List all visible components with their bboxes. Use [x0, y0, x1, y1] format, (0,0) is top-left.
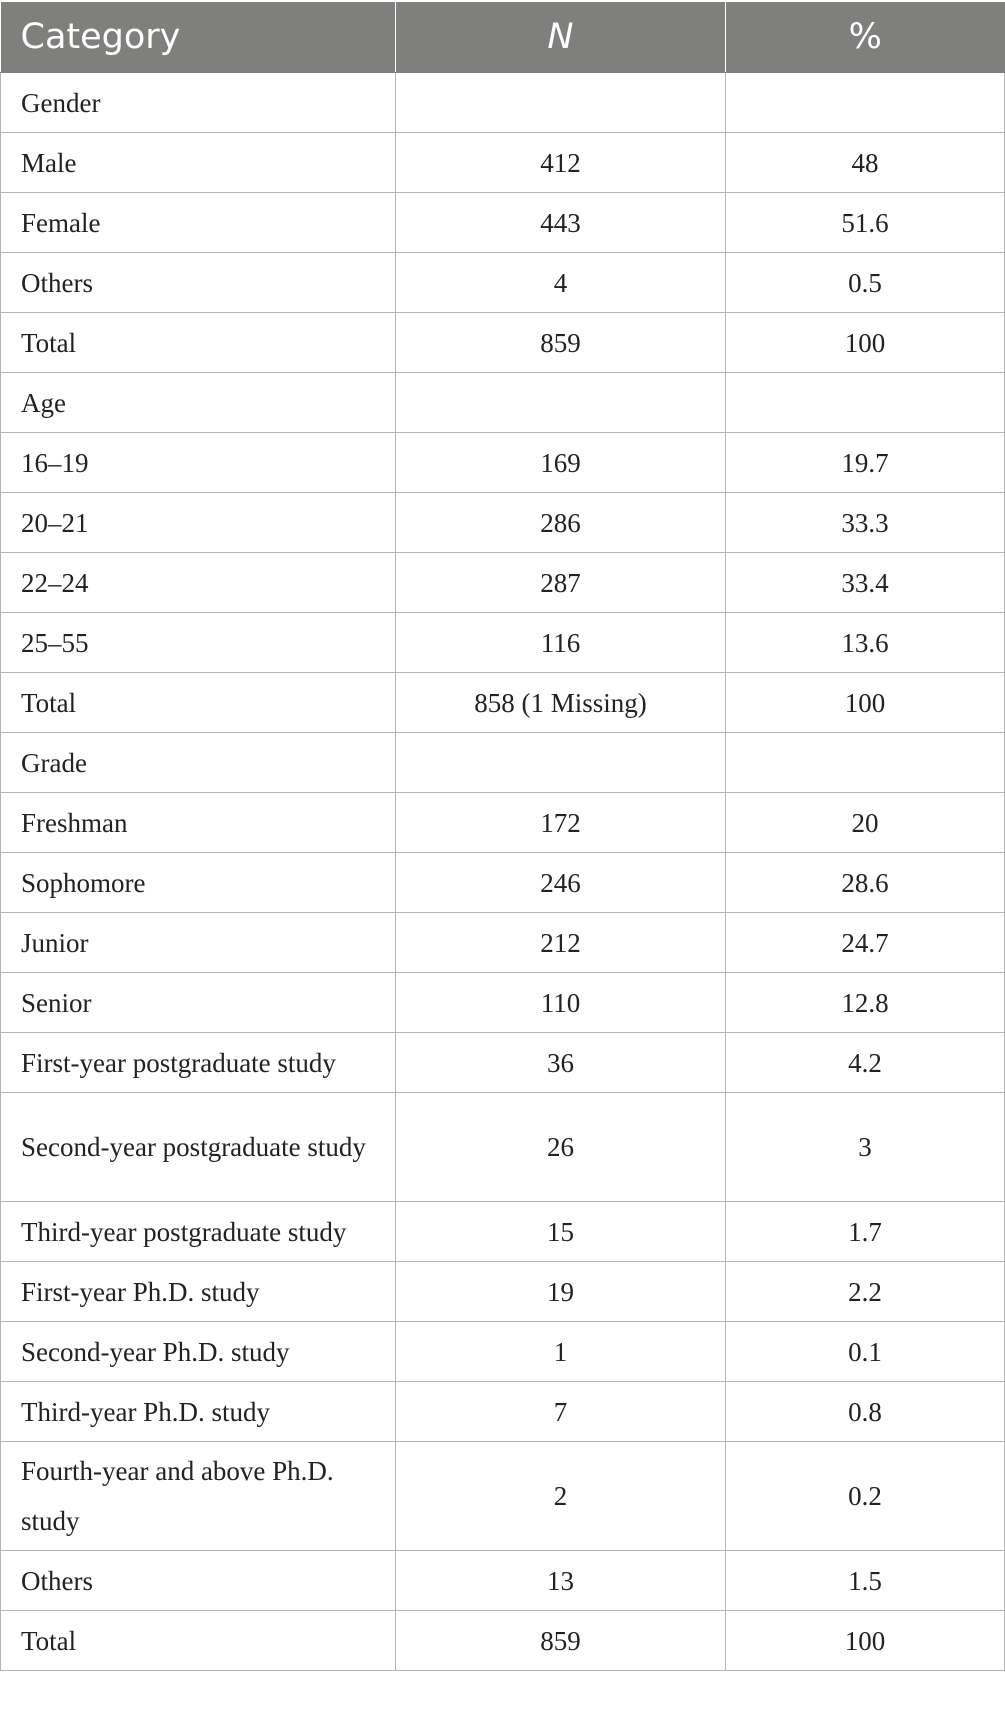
row-percent-cell: 0.2: [726, 1442, 1005, 1551]
table-row: [1, 1551, 1005, 1611]
row-percent-cell: 20: [726, 793, 1005, 853]
row-category-cell: Total: [1, 313, 396, 373]
table-row: [1, 1382, 1005, 1442]
row-percent-cell: 1.5: [726, 1551, 1005, 1611]
row-category-cell: Others: [1, 253, 396, 313]
row-category-cell: First-year Ph.D. study: [1, 1262, 396, 1322]
row-category-cell: Sophomore: [1, 853, 396, 913]
table-row: [1, 1442, 1005, 1551]
table-row: [1, 973, 1005, 1033]
row-n-cell: 859: [396, 313, 726, 373]
table-body: [1, 73, 1005, 1671]
row-category-cell: First-year postgraduate study: [1, 1033, 396, 1093]
table-row: [1, 1093, 1005, 1202]
row-category-cell: Freshman: [1, 793, 396, 853]
table-row: [1, 613, 1005, 673]
row-percent-cell: 48: [726, 133, 1005, 193]
table-row: [1, 793, 1005, 853]
row-n-cell: 858 (1 Missing): [396, 673, 726, 733]
row-n-cell: 1: [396, 1322, 726, 1382]
row-percent-cell: [726, 73, 1005, 133]
table-row: [1, 73, 1005, 133]
row-percent-cell: 100: [726, 313, 1005, 373]
row-percent-cell: 19.7: [726, 433, 1005, 493]
row-n-cell: 212: [396, 913, 726, 973]
row-percent-cell: 2.2: [726, 1262, 1005, 1322]
row-n-cell: 110: [396, 973, 726, 1033]
header-category: Category: [1, 2, 396, 73]
table-row: [1, 673, 1005, 733]
table-row: [1, 373, 1005, 433]
row-category-cell: Others: [1, 1551, 396, 1611]
row-percent-cell: 0.8: [726, 1382, 1005, 1442]
row-category-cell: Junior: [1, 913, 396, 973]
table-row: [1, 133, 1005, 193]
table-header: [1, 2, 1005, 73]
row-n-cell: 26: [396, 1093, 726, 1202]
row-percent-cell: 100: [726, 673, 1005, 733]
row-percent-cell: 0.5: [726, 253, 1005, 313]
row-percent-cell: 12.8: [726, 973, 1005, 1033]
row-category-cell: Total: [1, 1611, 396, 1671]
row-n-cell: 172: [396, 793, 726, 853]
row-percent-cell: [726, 733, 1005, 793]
row-n-cell: 169: [396, 433, 726, 493]
row-percent-cell: 33.4: [726, 553, 1005, 613]
row-category-cell: 22–24: [1, 553, 396, 613]
row-n-cell: 287: [396, 553, 726, 613]
row-category-cell: Male: [1, 133, 396, 193]
row-category-cell: Female: [1, 193, 396, 253]
table-row: [1, 493, 1005, 553]
row-category-cell: 16–19: [1, 433, 396, 493]
table-row: [1, 1202, 1005, 1262]
header-n: N: [396, 2, 726, 73]
row-percent-cell: 28.6: [726, 853, 1005, 913]
row-n-cell: 859: [396, 1611, 726, 1671]
header-row: [1, 2, 1005, 73]
row-n-cell: 286: [396, 493, 726, 553]
header-percent: %: [726, 2, 1005, 73]
row-n-cell: 246: [396, 853, 726, 913]
row-category-cell: Grade: [1, 733, 396, 793]
row-n-cell: 412: [396, 133, 726, 193]
data-table-container: [0, 2, 1004, 1671]
row-percent-cell: 51.6: [726, 193, 1005, 253]
table-row: [1, 193, 1005, 253]
row-n-cell: 7: [396, 1382, 726, 1442]
row-category-cell: 20–21: [1, 493, 396, 553]
row-n-cell: 19: [396, 1262, 726, 1322]
row-n-cell: 2: [396, 1442, 726, 1551]
row-percent-cell: 1.7: [726, 1202, 1005, 1262]
table-row: [1, 1611, 1005, 1671]
row-category-cell: Gender: [1, 73, 396, 133]
row-n-cell: 116: [396, 613, 726, 673]
row-n-cell: 443: [396, 193, 726, 253]
table-row: [1, 1262, 1005, 1322]
row-category-cell: Third-year postgraduate study: [1, 1202, 396, 1262]
row-percent-cell: 13.6: [726, 613, 1005, 673]
row-percent-cell: 100: [726, 1611, 1005, 1671]
row-category-cell: Second-year Ph.D. study: [1, 1322, 396, 1382]
row-category-cell: Second-year postgraduate study: [1, 1093, 396, 1202]
row-category-cell: Fourth-year and above Ph.D. study: [1, 1442, 396, 1551]
table-row: [1, 553, 1005, 613]
table-row: [1, 1033, 1005, 1093]
table-row: [1, 253, 1005, 313]
demographics-table: [0, 2, 1005, 1671]
row-percent-cell: 24.7: [726, 913, 1005, 973]
row-n-cell: 36: [396, 1033, 726, 1093]
row-category-cell: 25–55: [1, 613, 396, 673]
row-percent-cell: [726, 373, 1005, 433]
row-n-cell: 4: [396, 253, 726, 313]
row-category-cell: Total: [1, 673, 396, 733]
row-category-cell: Senior: [1, 973, 396, 1033]
row-n-cell: [396, 73, 726, 133]
row-percent-cell: 0.1: [726, 1322, 1005, 1382]
row-n-cell: 15: [396, 1202, 726, 1262]
row-percent-cell: 3: [726, 1093, 1005, 1202]
table-row: [1, 313, 1005, 373]
table-row: [1, 733, 1005, 793]
table-row: [1, 913, 1005, 973]
row-percent-cell: 33.3: [726, 493, 1005, 553]
row-n-cell: [396, 733, 726, 793]
row-category-cell: Third-year Ph.D. study: [1, 1382, 396, 1442]
row-n-cell: [396, 373, 726, 433]
table-row: [1, 853, 1005, 913]
table-row: [1, 433, 1005, 493]
row-percent-cell: 4.2: [726, 1033, 1005, 1093]
table-row: [1, 1322, 1005, 1382]
row-n-cell: 13: [396, 1551, 726, 1611]
row-category-cell: Age: [1, 373, 396, 433]
